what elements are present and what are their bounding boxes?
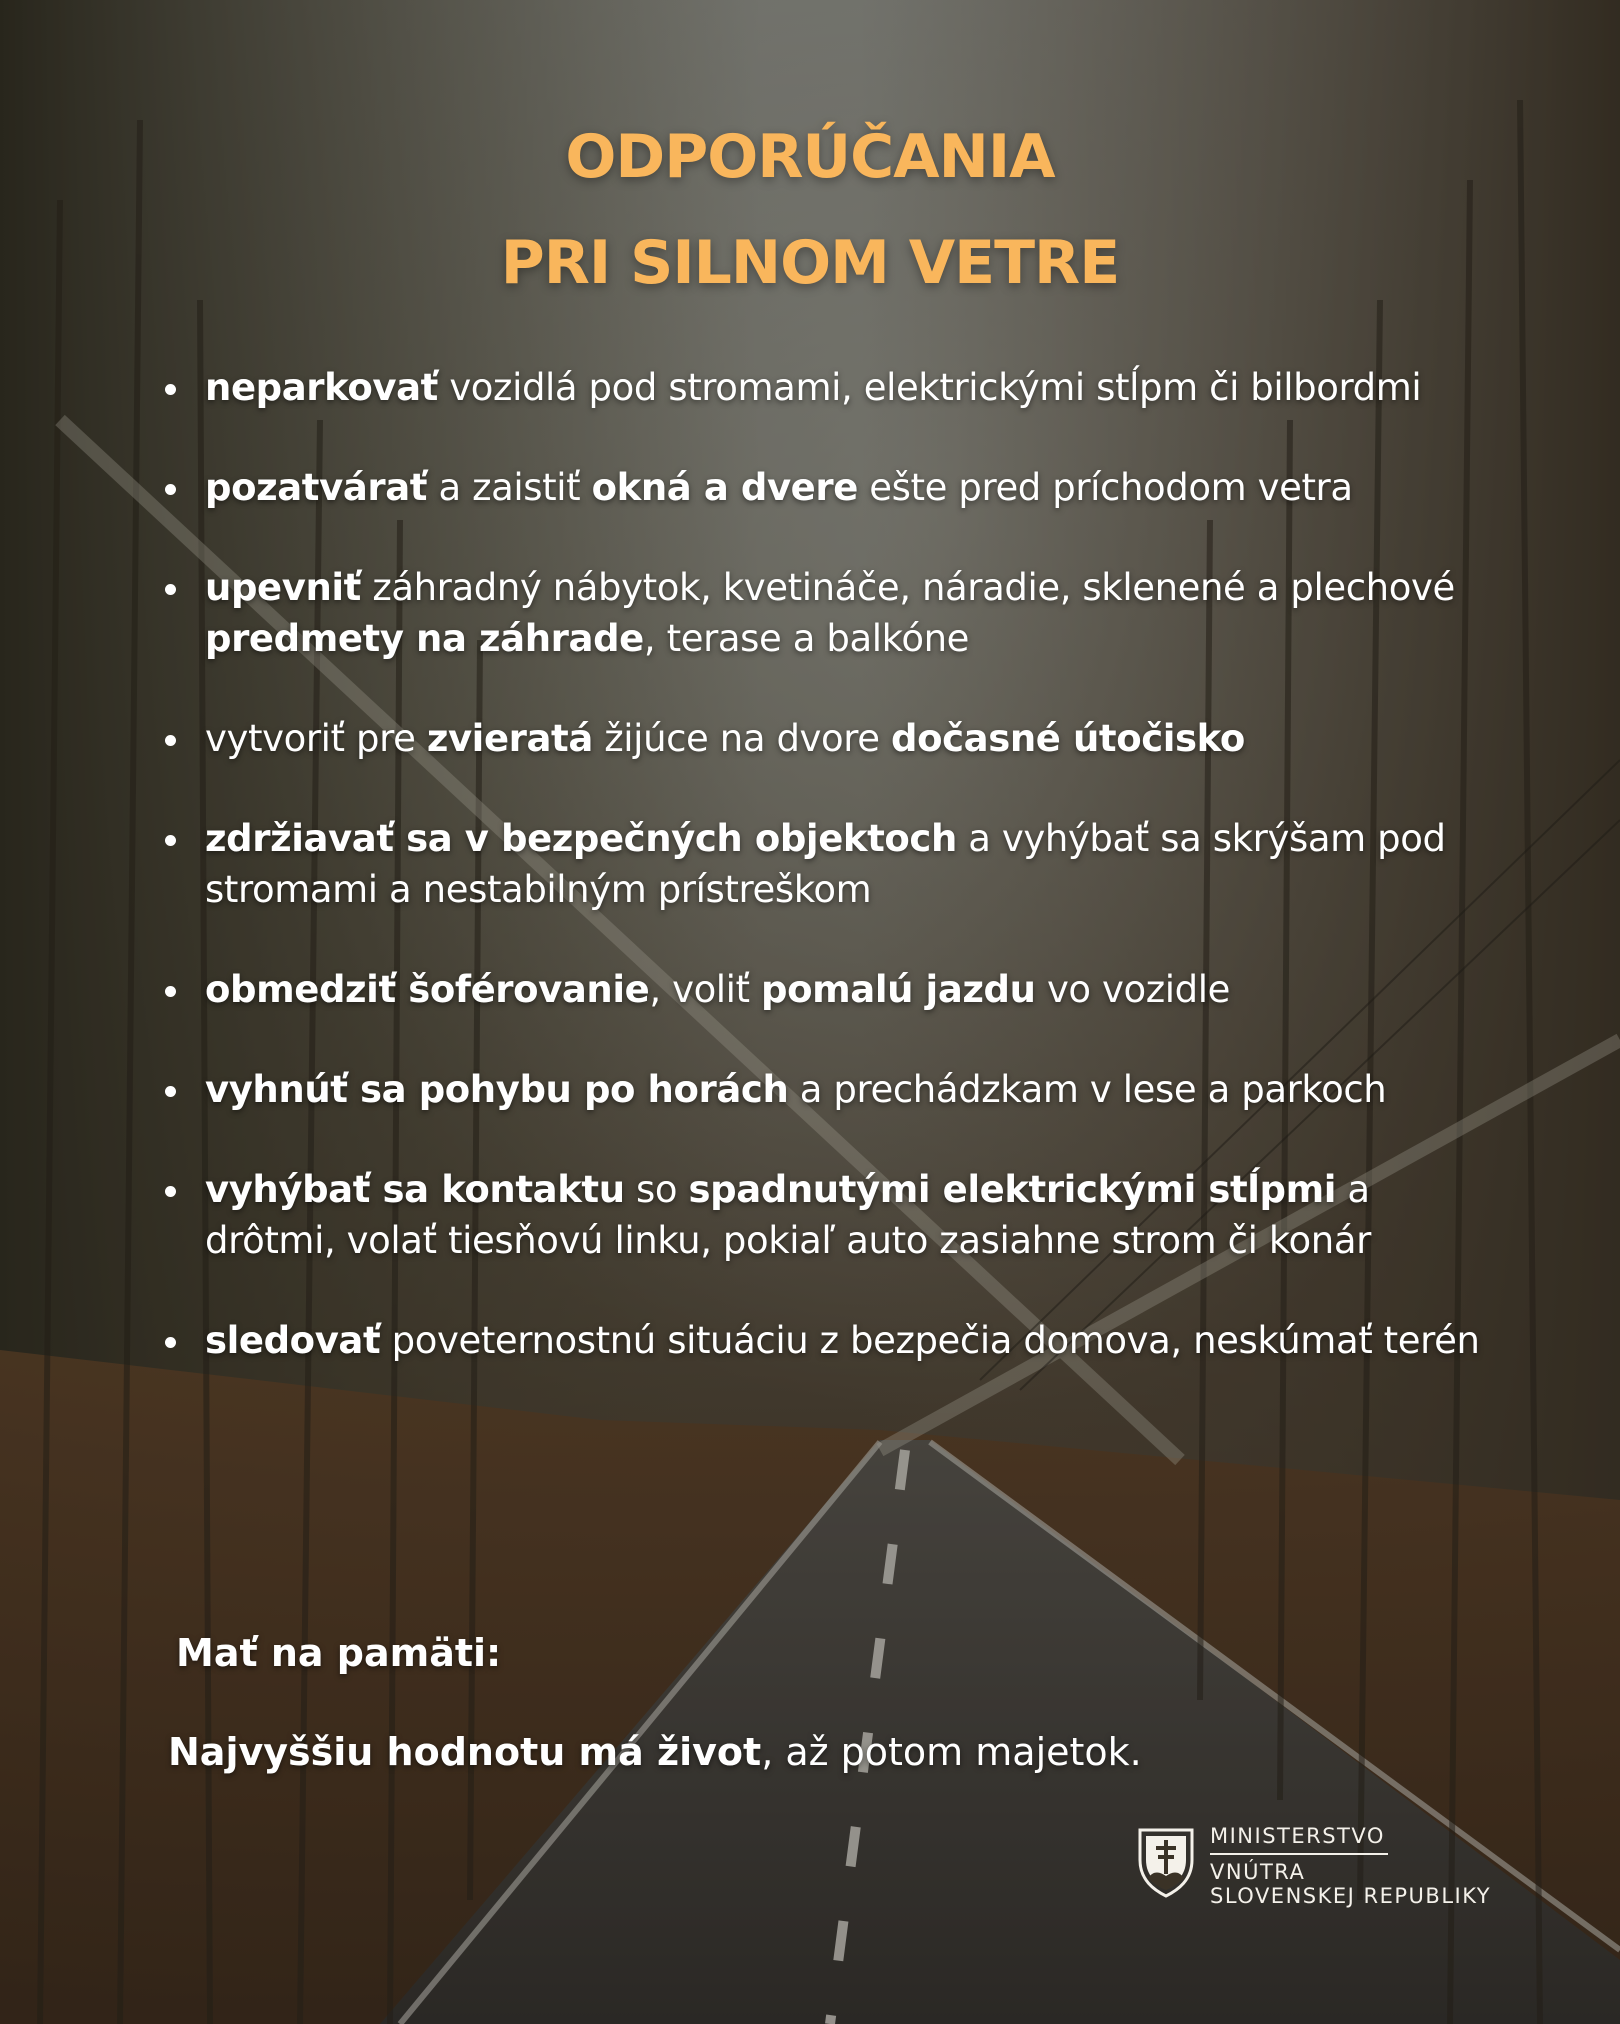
logo-line-2: VNÚTRA [1210,1860,1306,1884]
title-line-2: PRI SILNOM VETRE [500,228,1120,298]
item-text: záhradný nábytok, kvetináče, náradie, sklenené a plechové [360,566,1455,609]
recommendation-item [205,964,1505,1015]
ministry-logo [1136,1822,1496,1912]
logo-line-1: MINISTERSTVO [1210,1824,1385,1848]
item-text: , voliť [649,968,762,1011]
item-text: vytvoriť pre [205,717,427,760]
item-bold-text: dočasné útočisko [891,717,1245,760]
poster-title [0,104,1620,316]
item-text: ešte pred príchodom vetra [857,466,1353,509]
item-text: a drôtmi, volať tiesňovú linku, pokiaľ auto zasiahne strom či konár [205,1168,1371,1262]
item-bold-text: pomalú jazdu [761,968,1036,1011]
item-bold-text: pozatvárať [205,466,428,509]
recommendation-item [205,1315,1505,1366]
item-text: a vyhýbať sa skrýšam pod stromami a nestabilným prístreškom [205,817,1446,911]
item-text: so [624,1168,689,1211]
item-bold-text: upevniť [205,566,361,609]
recommendation-item [205,562,1505,664]
item-text: vozidlá pod stromami, elektrickými stĺpm či bilbordmi [437,366,1422,409]
item-bold-text: vyhnúť sa pohybu po horách [205,1068,789,1111]
item-text: a prechádzkam v lese a parkoch [788,1068,1387,1111]
recommendation-item [205,462,1505,513]
recommendation-item [205,813,1505,915]
slovak-coat-of-arms-icon [1136,1826,1196,1900]
item-bold-text: zdržiavať sa v bezpečných objektoch [205,817,957,860]
item-text: , terase a balkóne [643,617,970,660]
recommendation-item [205,1164,1505,1266]
recommendation-item [205,1064,1505,1115]
item-bold-text: okná a dvere [591,466,858,509]
item-bold-text: obmedziť šoférovanie [205,968,650,1011]
item-text: žijúce na dvore [592,717,892,760]
recommendations-list [205,362,1505,1415]
title-line-1: ODPORÚČANIA [565,122,1055,192]
item-bold-text: predmety na záhrade [205,617,644,660]
remember-label: Mať na pamäti: [176,1631,502,1675]
item-bold-text: sledovať [205,1319,381,1362]
logo-divider [1210,1853,1388,1855]
recommendation-item [205,362,1505,413]
item-bold-text: neparkovať [205,366,438,409]
recommendation-item [205,713,1505,764]
item-bold-text: zvieratá [426,717,593,760]
item-bold-text: spadnutými elektrickými stĺpmi [688,1168,1337,1211]
item-text: vo vozidle [1035,968,1230,1011]
item-bold-text: vyhýbať sa kontaktu [205,1168,625,1211]
logo-line-3: SLOVENSKEJ REPUBLIKY [1210,1884,1492,1908]
item-text: a zaistiť [427,466,592,509]
closing-bold: Najvyššiu hodnotu má život [168,1730,762,1774]
closing-statement [168,1726,1142,1778]
closing-rest: , až potom majetok. [761,1730,1142,1774]
item-text: poveternostnú situáciu z bezpečia domova, neskúmať terén [380,1319,1480,1362]
